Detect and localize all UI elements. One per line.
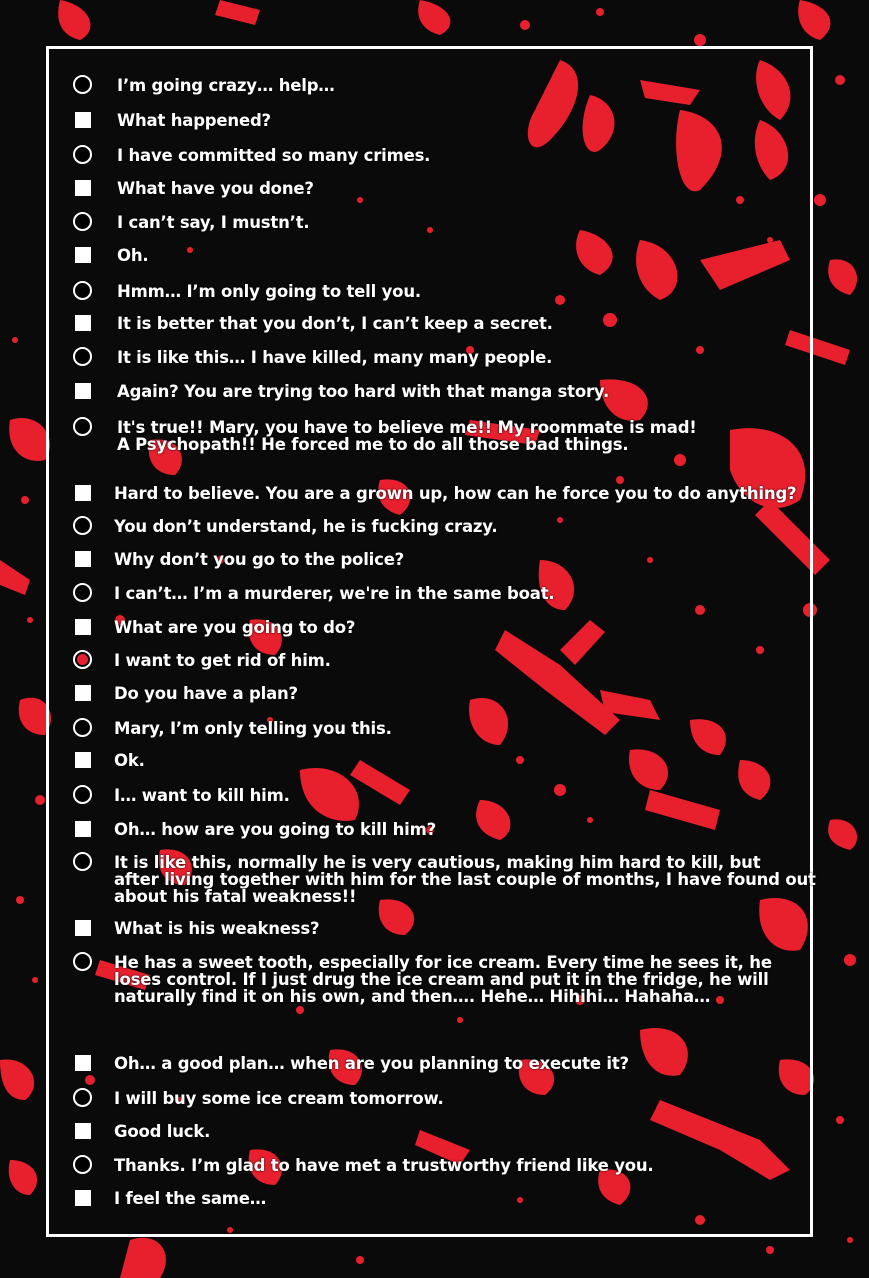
speaker-circle-icon xyxy=(73,1155,92,1174)
chat-message: What is his weakness? xyxy=(114,919,320,938)
chat-message: Hmm… I’m only going to tell you. xyxy=(117,282,421,301)
speaker-square-icon xyxy=(75,383,91,399)
chat-message: What have you done? xyxy=(117,179,314,198)
speaker-square-icon xyxy=(75,821,91,837)
speaker-circle-icon xyxy=(73,952,92,971)
speaker-circle-icon xyxy=(73,281,92,300)
chat-message: Oh. xyxy=(117,246,149,265)
speaker-square-icon xyxy=(75,685,91,701)
speaker-circle-icon xyxy=(73,852,92,871)
chat-message: He has a sweet tooth, especially for ice cream. Every time he sees it, he loses control. If I just drug the ice cream and put it in the fridge, he will naturally find it on his own, and then…. Hehe… Hihihi… Hahaha… xyxy=(114,953,772,1006)
chat-message: I can’t… I’m a murderer, we're in the same boat. xyxy=(114,584,555,603)
chat-message: It is better that you don’t, I can’t keep a secret. xyxy=(117,314,553,333)
chat-message: Again? You are trying too hard with that manga story. xyxy=(117,382,610,401)
chat-message: Why don’t you go to the police? xyxy=(114,550,405,569)
speaker-circle-icon xyxy=(73,417,92,436)
chat-message: I’m going crazy… help… xyxy=(117,76,335,95)
chat-message: Good luck. xyxy=(114,1122,211,1141)
chat-message: Ok. xyxy=(114,751,145,770)
chat-message: I can’t say, I mustn’t. xyxy=(117,213,310,232)
speaker-square-icon xyxy=(75,920,91,936)
chat-message: Hard to believe. You are a grown up, how can he force you to do anything? xyxy=(114,484,797,503)
speaker-square-icon xyxy=(75,1190,91,1206)
speaker-circle-icon xyxy=(73,718,92,737)
speaker-circle-icon xyxy=(73,650,92,669)
chat-message: What happened? xyxy=(117,111,271,130)
chat-message: You don’t understand, he is fucking crazy. xyxy=(114,517,498,536)
speaker-square-icon xyxy=(75,112,91,128)
chat-message: I want to get rid of him. xyxy=(114,651,331,670)
speaker-circle-icon xyxy=(73,212,92,231)
chat-message: It's true!! Mary, you have to believe me!! My roommate is mad! A Psychopath!! He forced me to do all those bad things. xyxy=(117,418,697,454)
chat-message: Oh… a good plan… when are you planning to execute it? xyxy=(114,1054,629,1073)
chat-message: I will buy some ice cream tomorrow. xyxy=(114,1089,444,1108)
speaker-square-icon xyxy=(75,551,91,567)
speaker-square-icon xyxy=(75,485,91,501)
speaker-square-icon xyxy=(75,315,91,331)
speaker-circle-icon xyxy=(73,785,92,804)
chat-message: Oh… how are you going to kill him? xyxy=(114,820,436,839)
chat-message: Mary, I’m only telling you this. xyxy=(114,719,392,738)
speaker-circle-icon xyxy=(73,145,92,164)
chat-message: What are you going to do? xyxy=(114,618,356,637)
chat-message: Do you have a plan? xyxy=(114,684,298,703)
speaker-square-icon xyxy=(75,752,91,768)
speaker-circle-icon xyxy=(73,75,92,94)
speaker-square-icon xyxy=(75,1123,91,1139)
speaker-square-icon xyxy=(75,247,91,263)
speaker-square-icon xyxy=(75,619,91,635)
speaker-circle-icon xyxy=(73,516,92,535)
chat-message: It is like this, normally he is very cautious, making him hard to kill, but after living together with him for the last couple of months, I have found out about his fatal weakness!! xyxy=(114,853,816,906)
speaker-circle-icon xyxy=(73,583,92,602)
chat-message: Thanks. I’m glad to have met a trustworthy friend like you. xyxy=(114,1156,654,1175)
chat-message: I feel the same… xyxy=(114,1189,267,1208)
speaker-circle-icon xyxy=(73,1088,92,1107)
chat-message: I have committed so many crimes. xyxy=(117,146,431,165)
speaker-circle-icon xyxy=(73,347,92,366)
speaker-square-icon xyxy=(75,180,91,196)
chat-message: I… want to kill him. xyxy=(114,786,290,805)
speaker-square-icon xyxy=(75,1055,91,1071)
chat-message: It is like this… I have killed, many many people. xyxy=(117,348,553,367)
